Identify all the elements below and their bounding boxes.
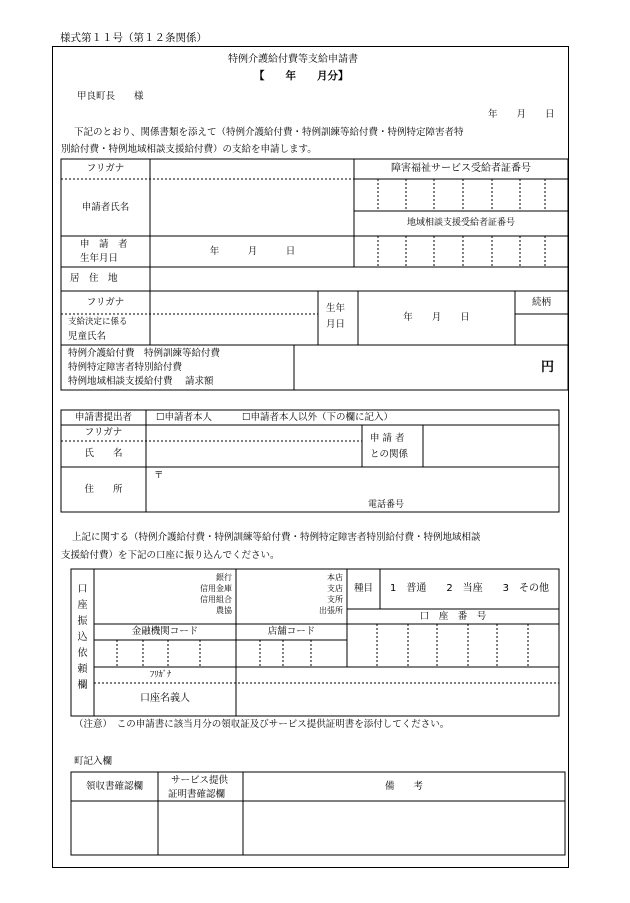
bank-code-label: 金融機関コード	[131, 626, 199, 638]
submitter-name-label: 氏 名	[84, 448, 123, 460]
bank-intro-line-2: 支援給付費）を下記の口座に振り込んでください。	[61, 550, 280, 561]
submitter-address-label: 住 所	[84, 483, 123, 495]
phone-label: 電話番号	[368, 500, 405, 510]
submitter-self-checkbox[interactable]: ☐申請者本人	[156, 412, 213, 423]
service-cert-header-2: 証明書確認欄	[168, 789, 226, 800]
application-date: 年 月 日	[488, 109, 555, 120]
remarks-header: 備 考	[384, 780, 423, 792]
child-name-label-1: 支給決定に係る	[68, 317, 128, 327]
bank-side-label: 口 座 振 込 依 頼 欄	[77, 584, 88, 691]
birth-date-field[interactable]: 年 月 日	[209, 245, 296, 257]
service-cert-header-1: サービス提供	[171, 775, 229, 786]
branch-code-field[interactable]	[237, 641, 346, 666]
account-number-label: 口 座 番 号	[419, 610, 487, 622]
cert-number-field[interactable]	[355, 180, 567, 210]
claim-label-2: 特例特定障害者特別給付費	[68, 362, 183, 373]
birth-label-2: 生年月日	[80, 253, 119, 264]
account-type-options[interactable]: 1 普通 2 当座 3 その他	[389, 582, 550, 594]
claim-label-1: 特例介護給付費 特例訓練等給付費	[68, 348, 221, 359]
receipt-check-header: 領収書確認欄	[85, 780, 143, 792]
period-label: 【 年 月分】	[254, 70, 349, 82]
holder-name-label: 口座名義人	[140, 693, 190, 705]
remarks-field[interactable]	[244, 802, 564, 854]
applicant-name-field[interactable]	[151, 160, 353, 235]
submitter-relation-label-2: との関係	[370, 449, 409, 460]
residence-label: 居 住 地	[70, 273, 118, 284]
child-name-label-2: 児童氏名	[68, 331, 107, 342]
submitter-relation-field[interactable]	[424, 426, 558, 466]
account-number-field[interactable]	[348, 625, 558, 666]
cert-number-label: 障害福祉サービス受給者証番号	[391, 162, 531, 174]
form-number: 様式第１１号（第１２条関係）	[60, 32, 207, 44]
child-birth-label-2: 月日	[326, 319, 346, 330]
branch-name-field[interactable]	[237, 570, 267, 623]
bank-code-field[interactable]	[95, 641, 235, 666]
bank-type-list: 銀行 信用金庫 信用組合 農協	[200, 573, 232, 615]
intro-line-1: 下記のとおり、関係書類を添えて（特例介護給付費・特例訓練等給付費・特例特定障害者特	[74, 127, 464, 138]
submitter-label: 申請書提出者	[74, 411, 132, 423]
submitter-relation-label-1: 申 請 者	[370, 433, 405, 444]
branch-code-label: 店舗コード	[267, 626, 316, 638]
claim-amount-field[interactable]	[295, 346, 567, 389]
submitter-name-field[interactable]	[147, 426, 361, 466]
child-name-field[interactable]	[151, 292, 317, 344]
submitter-other-checkbox[interactable]: ☐申請者本人以外（下の欄に記入）	[242, 412, 394, 423]
regional-cert-label: 地域相談支援受給者証番号	[406, 217, 515, 228]
claim-label-3: 特例地域相談支援給付費 請求額	[68, 376, 214, 387]
account-type-label: 種目	[353, 583, 373, 595]
relation-label: 続柄	[531, 296, 551, 308]
town-section-label: 町記入欄	[74, 756, 113, 767]
residence-field[interactable]	[151, 268, 567, 290]
branch-type-list: 本店 支店 支所 出張所	[319, 573, 343, 615]
yen-unit: 円	[541, 360, 555, 375]
holder-name-field[interactable]	[237, 668, 558, 715]
birth-label-1: 申 請 者	[80, 239, 128, 250]
addressee: 甲良町長 様	[77, 91, 144, 102]
regional-cert-field[interactable]	[355, 237, 567, 266]
applicant-furigana-label: フリガナ	[86, 163, 125, 175]
applicant-name-label: 申請者氏名	[81, 201, 130, 213]
receipt-check-field[interactable]	[72, 802, 157, 854]
relation-field[interactable]	[516, 315, 567, 344]
form-title: 特例介護給付費等支給申請書	[228, 54, 358, 65]
attachment-note: （注意） この申請書に該当月分の領収証及びサービス提供証明書を添付してください。	[74, 719, 450, 730]
child-birth-date-field[interactable]: 年 月 日	[403, 312, 470, 324]
service-cert-field[interactable]	[159, 802, 242, 854]
intro-line-2: 別給付費・特例地域相談支援給付費）の支給を申請します。	[61, 144, 317, 155]
submitter-furigana-label: フリガナ	[84, 427, 123, 439]
postal-mark: 〒	[154, 470, 164, 481]
holder-furigana-label: ﾌﾘｶﾞﾅ	[150, 670, 172, 680]
child-furigana-label: フリガナ	[86, 296, 125, 308]
submitter-address-field[interactable]	[147, 468, 558, 511]
child-birth-label-1: 生年	[326, 303, 346, 314]
bank-name-field[interactable]	[95, 570, 149, 623]
bank-intro-line-1: 上記に関する（特例介護給付費・特例訓練等給付費・特例特定障害者特別給付費・特例地域相談	[72, 532, 481, 543]
